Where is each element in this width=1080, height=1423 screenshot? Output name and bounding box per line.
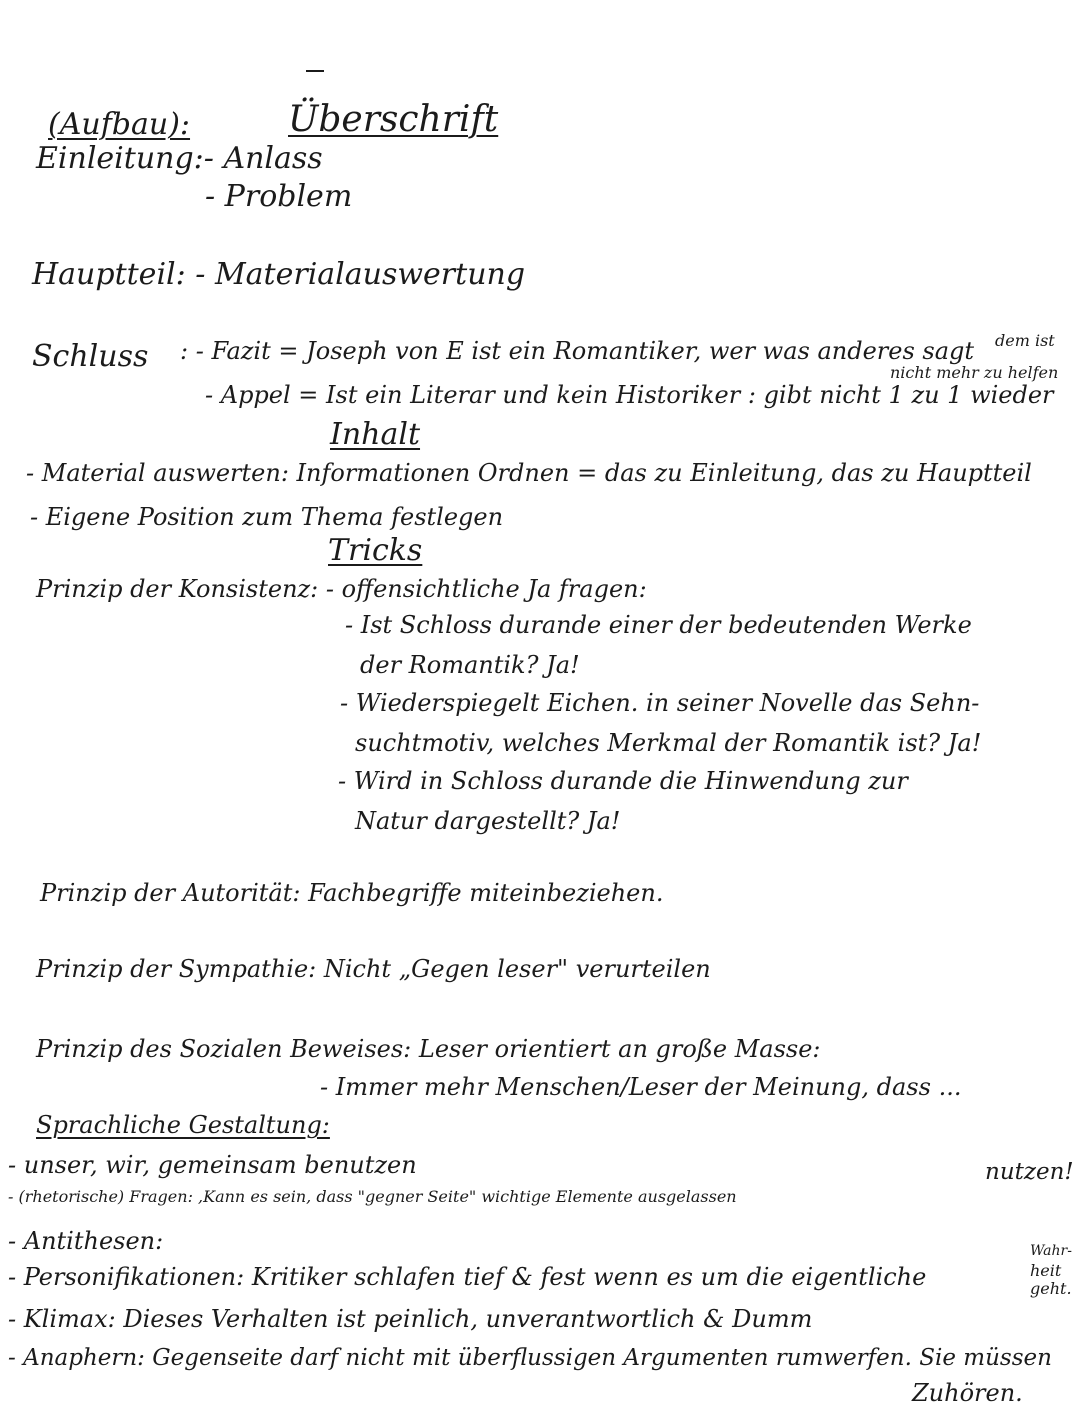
sprache-item: - Klimax: Dieses Verhalten ist peinlich, unverantwortlich & Dumm <box>8 1305 813 1333</box>
sprache-item: - (rhetorische) Fragen: ,Kann es sein, dass "gegner Seite" wichtige Elemente ausgelassen <box>8 1187 737 1206</box>
sprache-item: - Personifikationen: Kritiker schlafen tief & fest wenn es um die eigentliche <box>8 1263 927 1291</box>
sympathie-line: Prinzip der Sympathie: Nicht „Gegen leser" verurteilen <box>36 955 711 983</box>
schluss-aside-bottom: nicht mehr zu helfen <box>890 363 1059 382</box>
schluss-aside-top: dem ist <box>995 331 1055 350</box>
konsistenz-line: suchtmotiv, welches Merkmal der Romantik ist? Ja! <box>355 729 982 757</box>
schluss-appel: - Appel = Ist ein Literar und kein Historiker : gibt nicht 1 zu 1 wieder <box>205 381 1054 409</box>
hauptteil-line: Hauptteil: - Materialauswertung <box>32 257 526 292</box>
konsistenz-line: der Romantik? Ja! <box>360 651 580 679</box>
sozial-line: Prinzip des Sozialen Beweises: Leser orientiert an große Masse: <box>36 1035 821 1063</box>
schluss-label: Schluss <box>32 339 149 374</box>
sprache-item: - unser, wir, gemeinsam benutzen <box>8 1151 417 1179</box>
einleitung-line: Einleitung:- Anlass <box>36 141 323 176</box>
sprache-aside-wahr: Wahr- <box>1030 1243 1072 1259</box>
inhalt-heading: Inhalt <box>330 417 421 452</box>
sprache-aside-wahr: heit <box>1030 1261 1062 1280</box>
sprache-heading: Sprachliche Gestaltung: <box>36 1111 330 1139</box>
sozial-line-2: - Immer mehr Menschen/Leser der Meinung, dass ... <box>320 1073 962 1101</box>
sprache-aside-nutzen: nutzen! <box>985 1159 1074 1185</box>
tricks-heading: Tricks <box>328 533 423 568</box>
inhalt-item: - Eigene Position zum Thema festlegen <box>30 503 504 531</box>
konsistenz-title: Prinzip der Konsistenz: - offensichtliche Ja fragen: <box>36 575 647 603</box>
konsistenz-line: - Wiederspiegelt Eichen. in seiner Novelle das Sehn- <box>340 689 980 717</box>
konsistenz-line: - Ist Schloss durande einer der bedeutenden Werke <box>345 611 972 639</box>
inhalt-item: - Material auswerten: Informationen Ordnen = das zu Einleitung, das zu Hauptteil <box>26 459 1032 487</box>
schluss-fazit: : - Fazit = Joseph von E ist ein Romantiker, wer was anderes sagt <box>180 337 975 365</box>
sprache-item: - Antithesen: <box>8 1227 164 1255</box>
konsistenz-line: - Wird in Schloss durande die Hinwendung zur <box>338 767 908 795</box>
konsistenz-line: Natur dargestellt? Ja! <box>355 807 621 835</box>
einleitung-problem: - Problem <box>205 179 353 214</box>
aufbau-label: (Aufbau): <box>48 107 191 142</box>
overline-mark <box>306 70 324 72</box>
page-title: Überschrift <box>288 99 499 140</box>
sprache-aside-zuhoeren: Zuhören. <box>912 1379 1023 1407</box>
sprache-item: - Anaphern: Gegenseite darf nicht mit überflussigen Argumenten rumwerfen. Sie müssen <box>8 1345 1052 1371</box>
autoritaet-line: Prinzip der Autorität: Fachbegriffe miteinbeziehen. <box>40 879 664 907</box>
sprache-aside-wahr: geht. <box>1030 1279 1072 1298</box>
